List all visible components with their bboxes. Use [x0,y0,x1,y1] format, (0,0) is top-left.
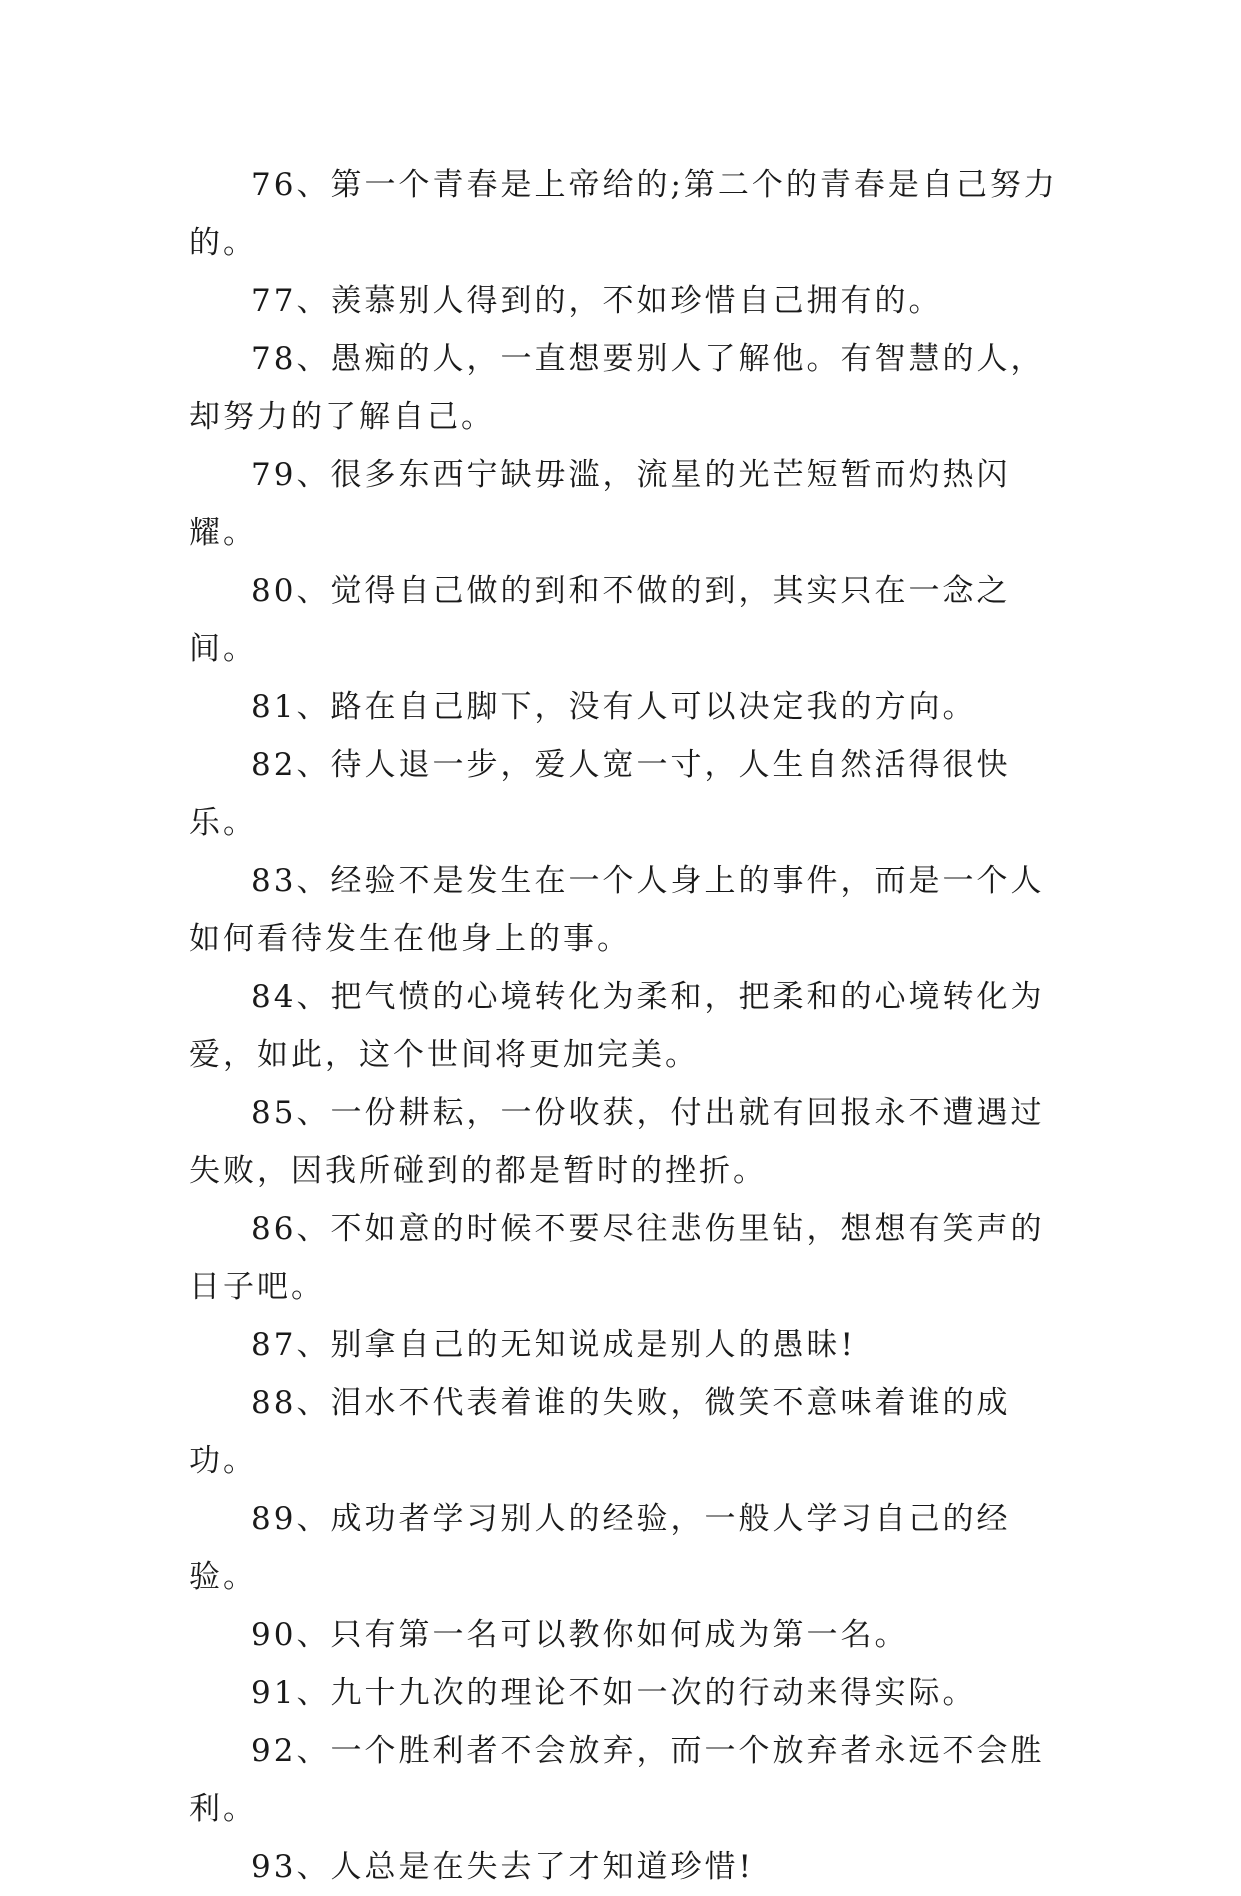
quote-81: 81、路在自己脚下，没有人可以决定我的方向。 [251,689,977,725]
quote-90: 90、只有第一名可以教你如何成为第一名。 [251,1617,909,1653]
quote-84: 84、把气愤的心境转化为柔和，把柔和的心境转化为爱，如此，这个世间将更加完美。 [189,979,1045,1073]
quote-86: 86、不如意的时候不要尽往悲伤里钻，想想有笑声的日子吧。 [189,1211,1045,1305]
quote-85: 85、一份耕耘，一份收获，付出就有回报永不遭遇过失败，因我所碰到的都是暂时的挫折。 [189,1095,1045,1189]
quote-91: 91、九十九次的理论不如一次的行动来得实际。 [251,1675,977,1711]
quote-93: 93、人总是在失去了才知道珍惜! [251,1849,754,1885]
quote-92: 92、一个胜利者不会放弃，而一个放弃者永远不会胜利。 [189,1733,1045,1827]
quote-77: 77、羡慕别人得到的，不如珍惜自己拥有的。 [251,283,943,319]
quote-83: 83、经验不是发生在一个人身上的事件，而是一个人如何看待发生在他身上的事。 [189,863,1045,957]
quote-80: 80、觉得自己做的到和不做的到，其实只在一念之间。 [189,573,1011,667]
quote-79: 79、很多东西宁缺毋滥，流星的光芒短暂而灼热闪耀。 [189,457,1011,551]
quote-82: 82、待人退一步，爱人宽一寸，人生自然活得很快乐。 [189,747,1011,841]
quote-78: 78、愚痴的人，一直想要别人了解他。有智慧的人，却努力的了解自己。 [189,341,1045,435]
quote-list [189,156,1061,1896]
quote-87: 87、别拿自己的无知说成是别人的愚昧! [251,1327,856,1363]
quote-76: 76、第一个青春是上帝给的;第二个的青春是自己努力的。 [189,167,1058,261]
quote-89: 89、成功者学习别人的经验，一般人学习自己的经验。 [189,1501,1011,1595]
quote-88: 88、泪水不代表着谁的失败，微笑不意味着谁的成功。 [189,1385,1011,1479]
